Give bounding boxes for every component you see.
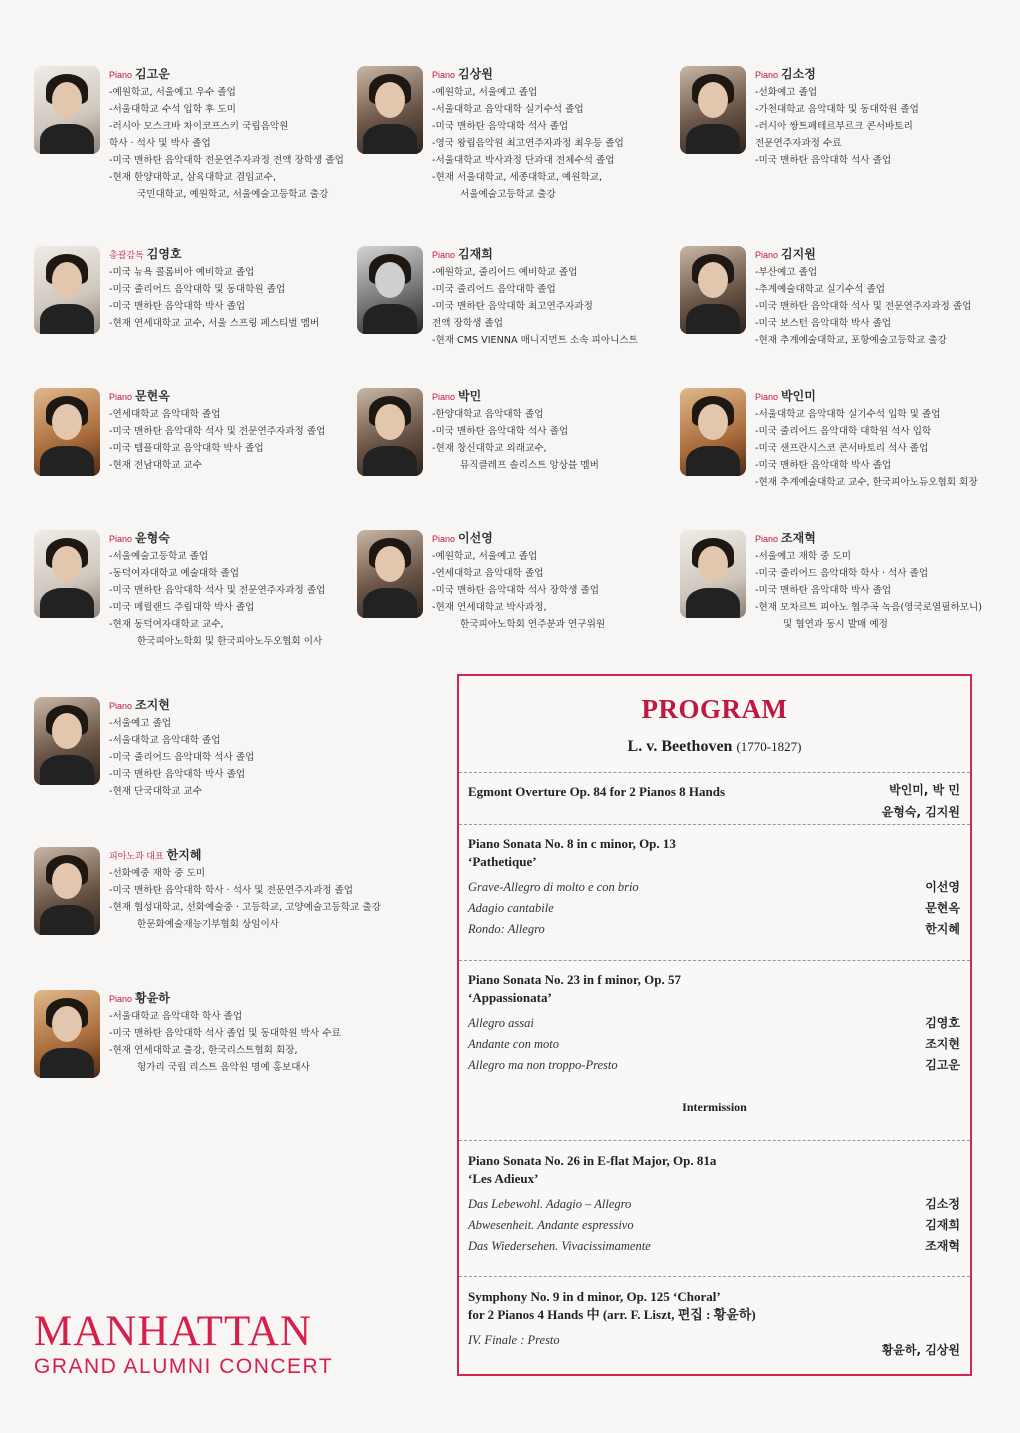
portrait-photo [357, 66, 423, 154]
movement-name: Grave-Allegro di molto e con brio [468, 880, 639, 894]
bio-line: -서울대학교 음악대학 실기수석 졸업 [432, 104, 584, 115]
bio-line: -현재 CMS VIENNA 매니지먼트 소속 피아니스트 [432, 335, 638, 346]
movement-row [468, 1194, 960, 1215]
bio-line: -미국 뉴욕 콜롬비아 예비학교 졸업 [109, 267, 255, 278]
bio-line: -현재 추계예술대학교, 포항예술고등학교 출강 [755, 335, 947, 346]
bio-role: Piano [432, 534, 456, 544]
bio-line: 한국피아노학회 연주분과 연구위원 [460, 619, 606, 630]
bio-line: -미국 맨하탄 음악대학 석사 졸업 [432, 426, 569, 437]
bio-line: -현재 한양대학교, 삼육대학교 겸임교수, [109, 172, 276, 183]
movement-row [468, 1055, 960, 1076]
bio-line: -현재 연세대학교 교수, 서울 스프링 페스티벌 멤버 [109, 318, 320, 329]
bio-name: 박인미 [781, 389, 816, 403]
bio-line: -연세대학교 음악대학 졸업 [432, 568, 544, 579]
program-composer [459, 738, 970, 756]
bio-line: -미국 줄리어드 음악대학 및 동대학원 졸업 [109, 284, 286, 295]
movement-name: IV. Finale : Presto [468, 1333, 560, 1347]
bio-line: 한문화예술재능기부협회 상임이사 [137, 919, 280, 930]
program-title: PROGRAM [641, 694, 788, 724]
movement-name: Das Lebewohl. Adagio – Allegro [468, 1197, 632, 1211]
portrait-photo [34, 530, 100, 618]
bio-line: -현재 동덕여자대학교 교수, [109, 619, 224, 630]
bio-line: -미국 맨하탄 음악대학 학사 · 석사 및 전문연주자과정 졸업 [109, 885, 354, 896]
piece-les-adieux [468, 1152, 960, 1257]
movement-name: Abwesenheit. Andante espressivo [468, 1218, 634, 1232]
divider [459, 772, 970, 774]
bio-line: -미국 맨하탄 음악대학 박사 졸업 [755, 585, 892, 596]
brand-logo [34, 1310, 333, 1380]
bio-role: Piano [432, 250, 456, 260]
bio-line: 국민대학교, 예원학교, 서울예술고등학교 출강 [137, 189, 329, 200]
bio-line: -미국 맨하탄 음악대학 석사 및 전문연주자과정 졸업 [109, 426, 326, 437]
bio-name: 조재혁 [781, 531, 816, 545]
bio-name: 윤형숙 [135, 531, 170, 545]
performer: 김소정 [925, 1197, 960, 1211]
bio-role: 피아노과 대표 [109, 851, 164, 861]
bio-line: -서울예술고등학교 졸업 [109, 551, 209, 562]
bio-line: -현재 모차르트 피아노 협주곡 녹음(영국로열필하모니) [755, 602, 983, 613]
bio-line: -미국 줄리어드 음악대학 대학원 석사 입학 [755, 426, 932, 437]
bio-line: -미국 맨하탄 음악대학 석사 졸업 [755, 155, 892, 166]
performer: 이선영 [925, 880, 960, 894]
bio-line: -한양대학교 음악대학 졸업 [432, 409, 544, 420]
bio-line: -현재 연세대학교 박사과정, [432, 602, 547, 613]
bio-line: -현재 단국대학교 교수 [109, 786, 202, 797]
bio-line: -현재 협성대학교, 선화예술중 · 고등학교, 고양예술고등학교 출강 [109, 902, 381, 913]
portrait-photo [357, 530, 423, 618]
bio-name: 김상원 [458, 67, 493, 81]
bio-name: 김지원 [781, 247, 816, 261]
bio-line: -서울예고 졸업 [109, 718, 172, 729]
bio-line: 서울예술고등학교 출강 [460, 189, 556, 200]
bio-role: Piano [109, 392, 133, 402]
bio-line: -미국 줄리어드 음악대학 학사 · 석사 졸업 [755, 568, 929, 579]
bio-name: 김소정 [781, 67, 816, 81]
bio-role: Piano [755, 392, 779, 402]
portrait-photo [34, 847, 100, 935]
portrait-photo [34, 246, 100, 334]
bio-role: Piano [755, 70, 779, 80]
portrait-photo [34, 990, 100, 1078]
piece-choral [468, 1288, 960, 1360]
intermission-label: Intermission [682, 1100, 747, 1114]
bio-line: -미국 줄리어드 음악대학 졸업 [432, 284, 556, 295]
performer: 김영호 [925, 1016, 960, 1030]
piece-title-line2: for 2 Pianos 4 Hands 中 (arr. F. Liszt, 편집 : 황윤하) [468, 1307, 756, 1322]
movement-name: Rondo: Allegro [468, 922, 545, 936]
bio-role: Piano [109, 701, 133, 711]
bio-line: -서울대학교 음악대학 실기수석 입학 및 졸업 [755, 409, 941, 420]
bio-line: -서울대학교 박사과정 단과대 전체수석 졸업 [432, 155, 615, 166]
movement-name: Das Wiedersehen. Vivacissimamente [468, 1239, 651, 1253]
portrait-photo [680, 388, 746, 476]
performer: 김재희 [925, 1218, 960, 1232]
movement-name: Allegro ma non troppo-Presto [468, 1058, 618, 1072]
bio-line: -서울대학교 음악대학 학사 졸업 [109, 1011, 243, 1022]
bio-line: -미국 메릴랜드 주립대학 박사 졸업 [109, 602, 255, 613]
movement-row [468, 1034, 960, 1055]
bio-role: 총괄감독 [109, 250, 144, 260]
bio-name: 이선영 [458, 531, 493, 545]
brand-title: MANHATTAN [34, 1308, 312, 1355]
brand-subtitle: GRAND ALUMNI CONCERT [34, 1355, 334, 1378]
piece-subtitle: ‘Appassionata’ [468, 990, 552, 1005]
bio-line: -선화예중 재학 중 도미 [109, 868, 206, 879]
bio-name: 김영호 [146, 247, 182, 261]
piece-pathetique [468, 835, 960, 940]
bio-line: -예원학교, 줄리어드 예비학교 졸업 [432, 267, 578, 278]
bio-line: -예원학교, 서울예고 졸업 [432, 551, 538, 562]
bio-line: -미국 줄리어드 음악대학 석사 졸업 [109, 752, 255, 763]
bio-line: 한국피아노학회 및 한국피아노두오협회 이사 [137, 636, 323, 647]
performer: 문현옥 [925, 901, 960, 915]
movement-name: Adagio cantabile [468, 901, 554, 915]
bio-name: 김재희 [458, 247, 493, 261]
bio-name: 조지현 [135, 698, 170, 712]
piece-title: Symphony No. 9 in d minor, Op. 125 ‘Choral’ [468, 1289, 721, 1304]
bio-line: -미국 맨하탄 음악대학 석사 및 전문연주자과정 졸업 [109, 585, 326, 596]
bio-line: -미국 템플대학교 음악대학 박사 졸업 [109, 443, 264, 454]
movement-row [468, 1330, 960, 1360]
bio-role: Piano [109, 70, 133, 80]
divider [459, 824, 970, 826]
bio-line: 전액 장학생 졸업 [432, 318, 503, 329]
performer: 윤형숙, 김지원 [881, 805, 960, 819]
bio-line: -미국 맨하탄 음악대학 석사 졸업 및 동대학원 박사 수료 [109, 1028, 341, 1039]
composer-years: (1770-1827) [736, 739, 802, 754]
piece-egmont [468, 783, 960, 819]
portrait-photo [357, 388, 423, 476]
performer: 황윤하, 김상원 [881, 1343, 960, 1357]
bio-line: 학사 · 석사 및 박사 졸업 [109, 138, 211, 149]
portrait-photo [680, 66, 746, 154]
bio-name: 박민 [458, 389, 482, 403]
bio-role: Piano [109, 534, 133, 544]
bio-line: -현재 전남대학교 교수 [109, 460, 202, 471]
portrait-photo [34, 66, 100, 154]
bio-name: 황윤하 [135, 991, 170, 1005]
divider [459, 960, 970, 962]
bio-role: Piano [432, 70, 456, 80]
bio-line: -미국 맨하탄 음악대학 석사 장학생 졸업 [432, 585, 599, 596]
performer: 한지혜 [925, 922, 960, 936]
piece-subtitle: ‘Pathetique’ [468, 854, 537, 869]
program-box [457, 674, 972, 1376]
bio-line: -미국 맨하탄 음악대학 박사 졸업 [755, 460, 892, 471]
movement-row [468, 898, 960, 919]
bio-line: -선화예고 졸업 [755, 87, 818, 98]
portrait-photo [34, 388, 100, 476]
bio-line: -추계예술대학교 실기수석 졸업 [755, 284, 886, 295]
portrait-photo [34, 697, 100, 785]
movement-row [468, 1013, 960, 1034]
composer-name: L. v. Beethoven [627, 738, 733, 755]
bio-line: -미국 맨하탄 음악대학 박사 졸업 [109, 769, 246, 780]
performer: 박인미, 박 민 [889, 783, 960, 797]
movement-row [468, 1215, 960, 1236]
movement-name: Allegro assai [468, 1016, 534, 1030]
bio-role: Piano [432, 392, 456, 402]
movement-row [468, 1236, 960, 1257]
bio-name: 문현옥 [135, 389, 170, 403]
bio-line: 헝가리 국립 리스트 음악원 명예 홍보대사 [137, 1062, 310, 1073]
movement-name: Andante con moto [468, 1037, 559, 1051]
bio-line: -현재 서울대학교, 세종대학교, 예원학교, [432, 172, 603, 183]
bio-line: 및 협연과 동시 발매 예정 [783, 619, 888, 630]
bio-line: -예원학교, 서울예고 우수 졸업 [109, 87, 236, 98]
bio-line: -서울예고 재학 중 도미 [755, 551, 852, 562]
bio-line: -현재 연세대학교 출강, 한국리스트협회 회장, [109, 1045, 298, 1056]
bio-role: Piano [755, 250, 779, 260]
bio-line: -미국 맨하탄 음악대학 박사 졸업 [109, 301, 246, 312]
performer: 조지현 [925, 1037, 960, 1051]
bio-role: Piano [109, 994, 133, 1004]
portrait-photo [357, 246, 423, 334]
movement-row [468, 919, 960, 940]
performer: 조재혁 [925, 1239, 960, 1253]
piece-appassionata [468, 971, 960, 1076]
bio-line: 뮤직클레프 솔리스트 앙상블 멤버 [460, 460, 599, 471]
bio-line: -가천대학교 음악대학 및 동대학원 졸업 [755, 104, 919, 115]
bio-line: -미국 맨하탄 음악대학 석사 및 전문연주자과정 졸업 [755, 301, 972, 312]
bio-line: -서울대학교 음악대학 졸업 [109, 735, 221, 746]
performer: 김고운 [925, 1058, 960, 1072]
bio-line: -러시아 쌍트페테르부르크 콘서바토리 [755, 121, 913, 132]
piece-title: Piano Sonata No. 8 in c minor, Op. 13 [468, 836, 676, 851]
bio-role: Piano [755, 534, 779, 544]
bio-line: -동덕여자대학교 예술대학 졸업 [109, 568, 240, 579]
bio-line: -미국 맨하탄 음악대학 전문연주자과정 전액 장학생 졸업 [109, 155, 344, 166]
bio-line: -러시아 모스크바 차이코프스키 국립음악원 [109, 121, 289, 132]
bio-line: -현재 창신대학교 외래교수, [432, 443, 547, 454]
bio-line: -서울대학교 수석 입학 후 도미 [109, 104, 236, 115]
bio-line: -미국 샌프란시스코 콘서바토리 석사 졸업 [755, 443, 929, 454]
piece-title: Egmont Overture Op. 84 for 2 Pianos 8 Hands [468, 784, 726, 799]
bio-line: -미국 맨하탄 음악대학 석사 졸업 [432, 121, 569, 132]
bio-name: 김고운 [135, 67, 170, 81]
portrait-photo [680, 530, 746, 618]
divider [459, 1276, 970, 1278]
portrait-photo [680, 246, 746, 334]
bio-line: -현재 추계예술대학교 교수, 한국피아노듀오협회 회장 [755, 477, 978, 488]
piece-subtitle: ‘Les Adieux’ [468, 1171, 539, 1186]
bio-line: -부산예고 졸업 [755, 267, 818, 278]
divider [459, 1140, 970, 1142]
piece-title: Piano Sonata No. 26 in E-flat Major, Op. 81a [468, 1153, 717, 1168]
bio-line: -영국 왕립음악원 최고연주자과정 최우등 졸업 [432, 138, 624, 149]
bio-line: -예원학교, 서울예고 졸업 [432, 87, 538, 98]
bio-line: 전문연주자과정 수료 [755, 138, 842, 149]
bio-line: -미국 맨하탄 음악대학 최고연주자과정 [432, 301, 593, 312]
bio-name: 한지혜 [166, 848, 202, 862]
piece-title: Piano Sonata No. 23 in f minor, Op. 57 [468, 972, 681, 987]
bio-line: -연세대학교 음악대학 졸업 [109, 409, 221, 420]
bio-line: -미국 보스턴 음악대학 박사 졸업 [755, 318, 892, 329]
movement-row [468, 877, 960, 898]
